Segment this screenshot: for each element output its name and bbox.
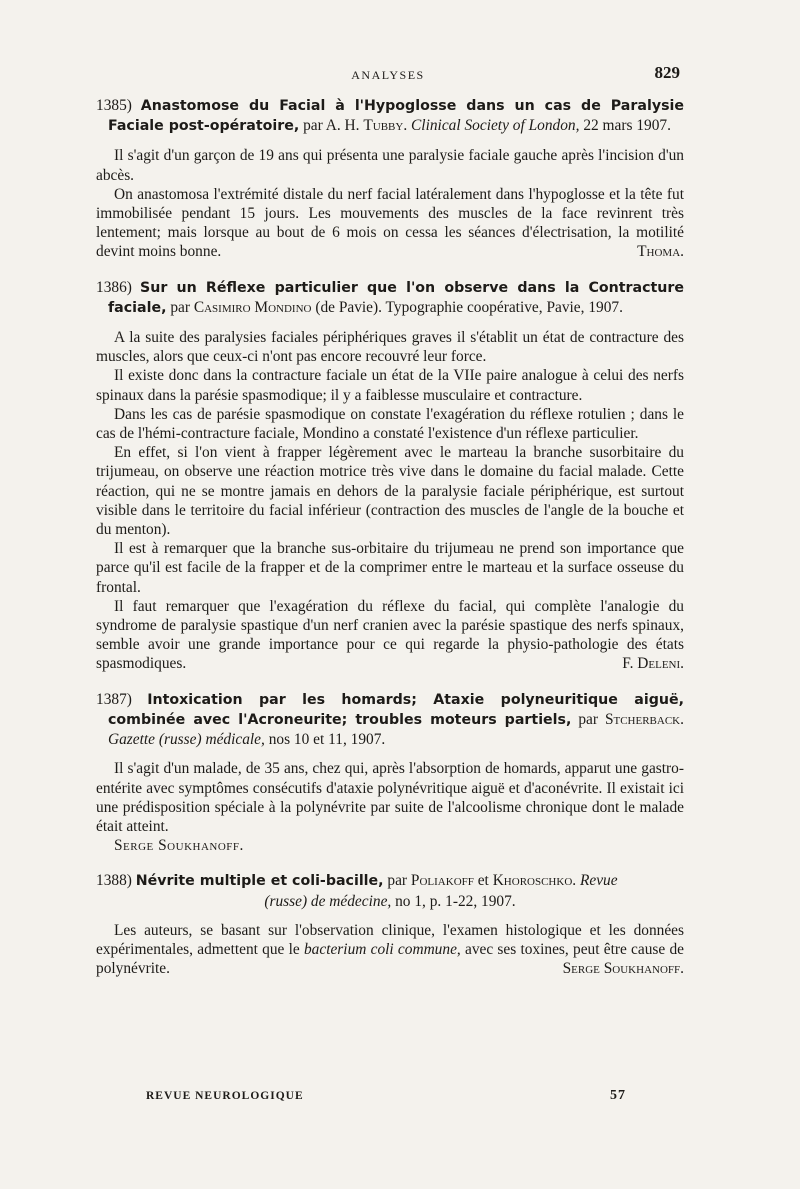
organism-name: bacterium coli commune (303, 940, 457, 958)
entry-title: Anastomose du Facial à l'Hypoglosse dans un cas de Paralysie Faciale post-opératoire, (108, 98, 684, 135)
author-name: Stcherback (604, 710, 681, 728)
abstract-paragraph: Il est à remarquer que la branche sus-orbitaire du trijumeau ne prend son importance que parce qu'il est facile de la frapper et de la comprimer entre le marteau et la surface osseuse du frontal. (96, 540, 684, 596)
abstract-paragraph (96, 921, 684, 979)
entry-title: Intoxication par les homards; Ataxie polyneuritique aiguë, combinée avec l'Acroneurite; troubles moteurs partiels, (108, 691, 684, 728)
page-number: 829 (654, 63, 680, 82)
reference-text: (de Pavie). Typographie coopérative, Pavie, 1907. (311, 298, 623, 316)
reference-continuation (96, 892, 684, 911)
reviewer-signature: F. Deleni. (622, 655, 684, 673)
publication-date: nos 10 et 11, 1907. (264, 731, 386, 749)
reference-text: . (572, 872, 580, 890)
bibliographic-reference (96, 96, 684, 136)
abstract-text: Les auteurs, se basant sur l'observation clinique, l'examen histologique et les données expérimentales, admettent que le (96, 921, 684, 958)
abstract-paragraph: Dans les cas de parésie spasmodique on constate l'exagération du réflexe rotulien ; dans le cas de l'hémi-contracture faciale, Mondino a constaté l'existence d'un réflexe particulier. (96, 405, 684, 443)
bibliographic-reference (96, 871, 684, 891)
reference-text: par (383, 872, 411, 890)
reference-text: par (571, 710, 605, 728)
bibliographic-reference (96, 690, 684, 750)
page-content (96, 96, 684, 978)
reference-text: . (680, 710, 684, 728)
entry-title: Névrite multiple et coli-bacille, (135, 873, 384, 890)
abstract-paragraph: A la suite des paralysies faciales périphériques graves il s'établit un état de contracture des muscles, alors que ceux-ci n'ont pas encore recouvré leur force. (96, 329, 684, 366)
source-title: (russe) de médecine, (264, 892, 392, 910)
abstract-entry (96, 871, 684, 978)
entry-number: 1388) (96, 872, 132, 890)
abstract-text: , avec ses toxines, peut être cause de polynévrite. (96, 940, 684, 978)
abstract-paragraph (96, 185, 684, 262)
abstract-paragraph: Il existe donc dans la contracture faciale un état de la VIIe paire analogue à celui des nerfs spinaux dans la parésie spasmodique; il y a faiblesse musculaire et contracture. (96, 367, 684, 404)
source-title: Revue (579, 872, 618, 890)
abstract-paragraph: Il s'agit d'un garçon de 19 ans qui présenta une paralysie faciale gauche après l'incision d'un abcès. (96, 147, 684, 184)
publication-date: 22 mars 1907. (579, 117, 671, 135)
entry-number: 1386) (96, 278, 132, 296)
author-name: Khoroschko (492, 872, 573, 890)
publication-date: no 1, p. 1-22, 1907. (391, 892, 516, 910)
entry-number: 1385) (96, 97, 132, 114)
source-title: Gazette (russe) médicale, (108, 731, 265, 749)
page-footer (146, 1088, 626, 1108)
abstract-paragraph: En effet, si l'on vient à frapper légèrement avec le marteau la branche susorbitaire du trijumeau, on observe une réaction motrice très vive dans le domaine du facial malade. Cette réaction, qui ne se montre jamais en dehors de la paralysie faciale périphérique, est surtout visible dans le territoire du facial inférieur (contraction des muscles de l'angle de la bouche et du menton). (96, 444, 684, 539)
reference-text: et (473, 872, 493, 890)
author-name: Poliakoff (410, 872, 474, 890)
abstract-paragraph: Il s'agit d'un malade, de 35 ans, chez qui, après l'absorption de homards, apparut une gastro-entérite avec symptômes consécutifs d'ataxie polynévritique aiguë et d'aconévrite. Il existait ici une prédisposition spéciale à la polynévrite par suite de l'alcoolisme chronique dont le malade était atteint. (96, 760, 684, 835)
running-head: ANALYSES (351, 68, 425, 82)
reference-text: . (403, 117, 412, 135)
reference-text: par A. H. (299, 117, 364, 135)
abstract-body (96, 759, 684, 855)
abstract-text: Il faut remarquer que l'exagération du réflexe du facial, qui complète l'analogie du syndrome de paralysie spastique d'un nerf cranien avec la parésie spastique des nerfs spinaux, semble avoir une grande importance pour ce qui regarde la physio-pathologie des états spasmodiques. (96, 597, 684, 673)
reviewer-signature: Serge Soukhanoff. (114, 837, 244, 855)
abstract-body (96, 328, 684, 674)
author-name: Tubby (363, 117, 404, 135)
abstract-body (96, 921, 684, 979)
abstract-text: On anastomosa l'extrémité distale du nerf facial latéralement dans l'hypoglosse et la tête fut immobilisée pendant 15 jours. Les mouvements des muscles de la face revinrent très lentement; mais lorsque au bout de 6 mois on cessa les séances d'électrisation, la motilité devint moins bonne. (96, 185, 684, 261)
abstract-entry (96, 690, 684, 856)
source-title: Clinical Society of London, (411, 117, 580, 135)
reviewer-signature: Serge Soukhanoff. (562, 960, 684, 978)
abstract-entry (96, 278, 684, 674)
bibliographic-reference (96, 278, 684, 318)
author-name: Casimiro Mondino (193, 298, 312, 316)
abstract-entry (96, 96, 684, 262)
reference-text: par (166, 298, 194, 316)
reviewer-signature: Thoma. (637, 243, 684, 261)
entry-number: 1387) (96, 690, 132, 708)
abstract-body (96, 146, 684, 261)
abstract-paragraph (96, 597, 684, 674)
page-header (96, 63, 680, 83)
signature-number: 57 (610, 1088, 626, 1103)
entry-title: Sur un Réflexe particulier que l'on observe dans la Contracture faciale, (108, 279, 684, 316)
journal-name: REVUE NEUROLOGIQUE (146, 1090, 304, 1102)
